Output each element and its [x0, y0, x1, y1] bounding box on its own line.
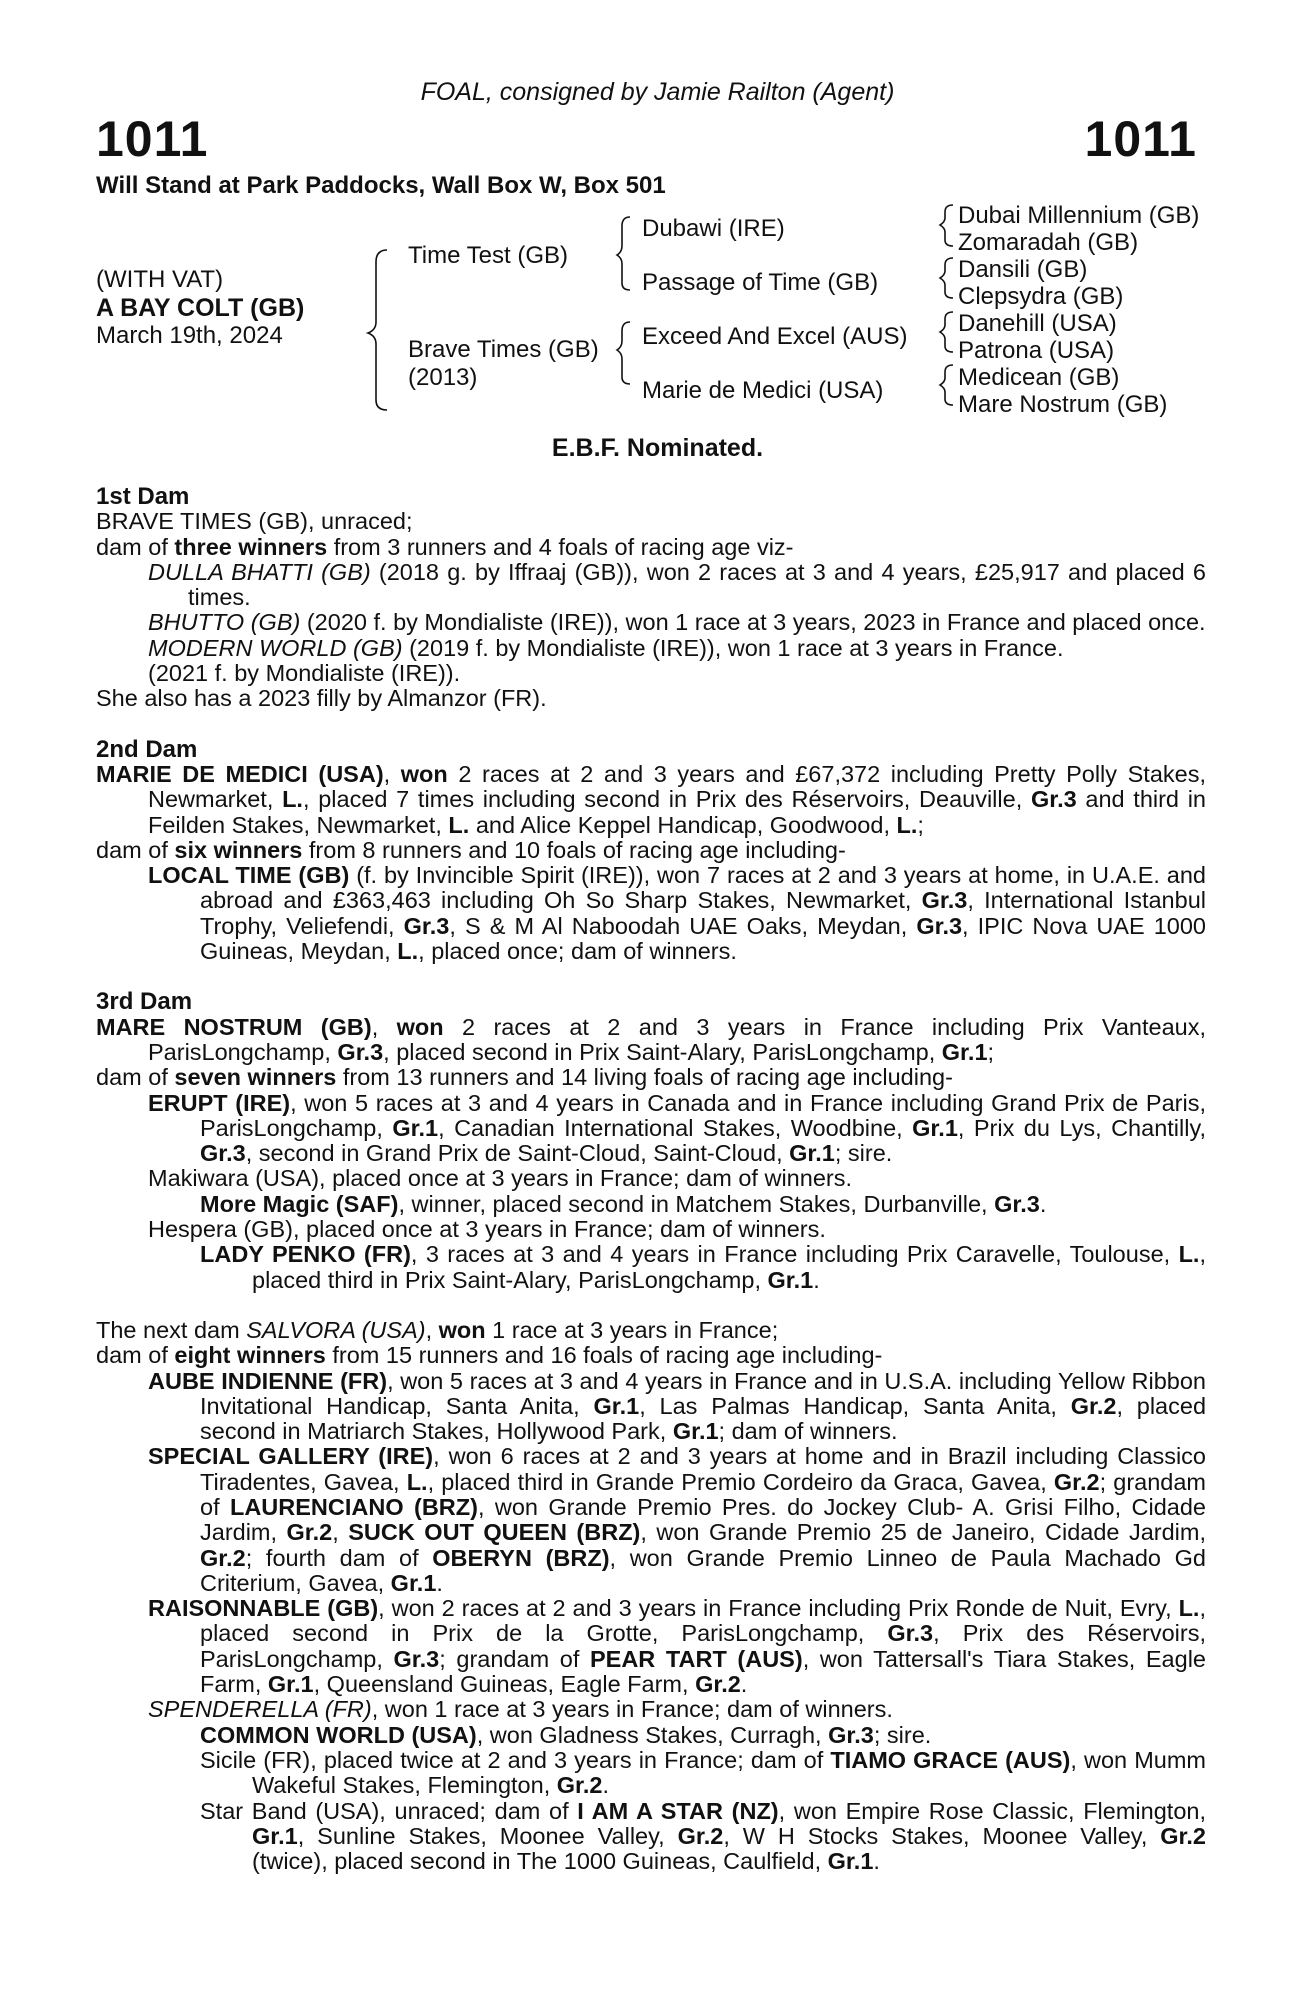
lot-number-left: 1011 — [96, 111, 209, 167]
ebf-nomination: E.B.F. Nominated. — [551, 434, 764, 462]
text: Sicile (FR), placed twice at 2 and 3 years in France; dam of — [200, 1746, 831, 1773]
bold-text: eight winners — [174, 1342, 326, 1369]
text: ; sire. — [873, 1721, 932, 1748]
text: , won 5 races at 3 and 4 years in France and in U.S.A. including Yellow Ribbon Invitational Handicap, Santa Anita, — [200, 1367, 1206, 1419]
bold-text: Gr.2 — [1070, 1392, 1117, 1419]
text: , Prix du Lys, Chantilly, — [957, 1114, 1206, 1141]
bold-text: PEAR TART (AUS) — [589, 1645, 803, 1672]
text: BRAVE TIMES (GB), unraced; — [96, 508, 413, 535]
text: , won 5 races at 3 and 4 years in Canada and in France including Grand Prix de Paris, ParisLongchamp, — [200, 1089, 1206, 1141]
bold-text: LOCAL TIME (GB) — [148, 862, 350, 889]
text: Hespera (GB), placed once at 3 years in France; dam of winners. — [148, 1216, 826, 1243]
record-entry — [96, 762, 1206, 838]
text: 1 race at 3 years in France; — [485, 1316, 779, 1343]
record-entry — [96, 509, 1206, 534]
text: , winner, placed second in Matchem Stakes, Durbanville, — [398, 1190, 995, 1217]
bold-text: Gr.3 — [393, 1645, 440, 1672]
record-entry — [96, 661, 1206, 686]
record-entry — [96, 1242, 1206, 1293]
record-entry — [96, 1697, 1206, 1722]
text: , won Tattersall's Tiara Stakes, Eagle Farm, — [200, 1645, 1206, 1698]
text: dam of — [96, 533, 175, 560]
bold-text: six winners — [174, 836, 303, 863]
bold-text: MARIE DE MEDICI (USA) — [96, 760, 384, 787]
section-heading: 1st Dam — [96, 483, 190, 510]
italic-text: SPENDERELLA (FR) — [148, 1696, 372, 1723]
text: ; — [987, 1038, 995, 1065]
text: 2 races at 2 and 3 years in France including Prix Vanteaux, ParisLongchamp, — [148, 1013, 1207, 1065]
bold-text: OBERYN (BRZ) — [432, 1544, 610, 1571]
text: , Queensland Guineas, Eagle Farm, — [313, 1671, 696, 1698]
bold-text: L. — [397, 938, 419, 965]
bold-text: Gr.2 — [1160, 1822, 1206, 1849]
record-entry — [96, 1091, 1206, 1167]
sire-sire-dam: Zomaradah (GB) — [958, 229, 1139, 256]
bold-text: ERUPT (IRE) — [148, 1089, 291, 1116]
bold-text: L. — [406, 1468, 428, 1495]
bold-text: won — [438, 1316, 486, 1343]
dam-dam-sire: Medicean (GB) — [958, 364, 1120, 391]
record-entry — [96, 610, 1206, 635]
text: , placed second in Prix Saint-Alary, ParisLongchamp, — [383, 1038, 942, 1065]
bold-text: Gr.2 — [286, 1519, 333, 1546]
bold-text: COMMON WORLD (USA) — [200, 1721, 477, 1748]
text: , W H Stocks Stakes, Moonee Valley, — [723, 1822, 1161, 1849]
text: , Prix des Réservoirs, ParisLongchamp, — [200, 1620, 1206, 1672]
text: The next dam — [96, 1316, 247, 1343]
section-gap — [96, 964, 1206, 989]
text: , — [371, 1013, 397, 1040]
text: . — [813, 1266, 820, 1293]
text: (f. by Invincible Spirit (IRE)), won 7 races at 2 and 3 years at home, in U.A.E. and abroad and £363,463 including Oh So Sharp Stakes, Newmarket, — [200, 862, 1206, 914]
text: (2018 g. by Iffraaj (GB)), won 2 races at 3 and 4 years, £25,917 and placed 6 times. — [188, 558, 1206, 611]
text: , won Grande Premio 25 de Janeiro, Cidade Jardim, — [640, 1519, 1206, 1546]
text: Makiwara (USA), placed once at 3 years in France; dam of winners. — [148, 1165, 852, 1192]
record-entry — [96, 560, 1206, 611]
text: Star Band (USA), unraced; dam of — [200, 1797, 578, 1824]
bold-text: RAISONNABLE (GB) — [148, 1595, 379, 1622]
text: ; grandam of — [439, 1645, 590, 1672]
bold-text: Gr.1 — [767, 1266, 814, 1293]
bold-text: LAURENCIANO (BRZ) — [229, 1493, 478, 1520]
section-gap — [96, 712, 1206, 737]
text: ; — [917, 811, 924, 838]
bold-text: three winners — [174, 533, 328, 560]
record-entry — [96, 686, 1206, 711]
text: , placed third in Grande Premio Cordeiro da Graca, Gavea, — [427, 1468, 1054, 1495]
sire-dam: Passage of Time (GB) — [642, 269, 879, 296]
record-entry — [96, 1318, 1206, 1343]
foaling-date: March 19th, 2024 — [96, 322, 283, 349]
text: , won Empire Rose Classic, Flemington, — [778, 1797, 1206, 1824]
bold-text: Gr.1 — [267, 1671, 314, 1698]
text: , won Mumm Wakeful Stakes, Flemington, — [252, 1746, 1206, 1799]
consignment-line: FOAL, consigned by Jamie Railton (Agent) — [420, 78, 895, 106]
bold-text: More Magic (SAF) — [200, 1190, 399, 1217]
dam-dam: Marie de Medici (USA) — [642, 377, 884, 404]
bold-text: TIAMO GRACE (AUS) — [830, 1746, 1071, 1773]
text: from 8 runners and 10 foals of racing age including- — [302, 836, 846, 863]
bold-text: Gr.1 — [392, 1114, 439, 1141]
bold-text: L. — [896, 811, 918, 838]
text: (2021 f. by Mondialiste (IRE)). — [148, 660, 461, 687]
italic-text: MODERN WORLD (GB) — [148, 634, 403, 661]
text: , — [425, 1316, 439, 1343]
dam-year: (2013) — [408, 364, 478, 391]
text: . — [873, 1848, 880, 1875]
section-heading: 2nd Dam — [96, 735, 198, 763]
bold-text: MARE NOSTRUM (GB) — [96, 1013, 372, 1040]
text: ; sire. — [834, 1140, 893, 1167]
bold-text: Gr.3 — [921, 887, 968, 914]
bold-text: Gr.2 — [677, 1822, 724, 1849]
dam-sire-dam: Patrona (USA) — [958, 337, 1115, 364]
text: , won Gladness Stakes, Curragh, — [476, 1721, 829, 1748]
record-entry — [96, 1748, 1206, 1799]
italic-text: BHUTTO (GB) — [148, 609, 301, 636]
bold-text: seven winners — [174, 1064, 337, 1091]
bold-text: Gr.2 — [556, 1772, 603, 1799]
text: She also has a 2023 filly by Almanzor (FR). — [96, 685, 547, 712]
produce-record — [96, 484, 1206, 1874]
record-entry — [96, 1192, 1206, 1217]
text: , S & M Al Naboodah UAE Oaks, Meydan, — [449, 912, 917, 939]
sire-dam-sire: Dansili (GB) — [958, 256, 1088, 283]
record-entry — [96, 535, 1206, 560]
dam: Brave Times (GB) — [408, 336, 599, 363]
text: , won 1 race at 3 years in France; dam of winners. — [371, 1696, 893, 1723]
bold-text: Gr.3 — [337, 1038, 384, 1065]
dam-dam-dam: Mare Nostrum (GB) — [958, 391, 1168, 418]
lot-number-right: 1011 — [1084, 111, 1197, 167]
bold-text: L. — [448, 811, 470, 838]
bold-text: Gr.1 — [593, 1392, 640, 1419]
record-entry — [96, 1065, 1206, 1090]
bold-text: SUCK OUT QUEEN (BRZ) — [348, 1519, 641, 1546]
text: dam of — [96, 836, 175, 863]
bold-text: L. — [282, 786, 303, 813]
text: . — [740, 1671, 748, 1698]
bold-text: won — [396, 1013, 444, 1040]
record-entry — [96, 1723, 1206, 1748]
bold-text: Gr.1 — [390, 1569, 437, 1596]
bold-text: LADY PENKO (FR) — [200, 1241, 411, 1268]
record-entry — [96, 1015, 1206, 1066]
text: (twice), placed second in The 1000 Guineas, Caulfield, — [252, 1848, 828, 1875]
bold-text: SPECIAL GALLERY (IRE) — [148, 1443, 434, 1470]
text: , placed once; dam of winners. — [418, 938, 737, 965]
record-entry — [96, 1596, 1206, 1697]
stand-location: Will Stand at Park Paddocks, Wall Box W, Box 501 — [96, 172, 666, 199]
sire: Time Test (GB) — [408, 242, 569, 269]
bold-text: AUBE INDIENNE (FR) — [148, 1367, 388, 1394]
record-entry — [96, 1343, 1206, 1368]
record-entry — [96, 636, 1206, 661]
italic-text: DULLA BHATTI (GB) — [148, 558, 371, 585]
record-entry — [96, 1369, 1206, 1445]
italic-text: SALVORA (USA) — [246, 1316, 426, 1343]
dam-sire-sire: Danehill (USA) — [958, 310, 1117, 337]
sire-sire: Dubawi (IRE) — [642, 215, 785, 242]
bold-text: Gr.1 — [252, 1822, 298, 1849]
bold-text: Gr.3 — [916, 912, 963, 939]
bold-text: Gr.2 — [1053, 1468, 1100, 1495]
text: from 13 runners and 14 living foals of racing age including- — [336, 1064, 953, 1091]
text: , 3 races at 3 and 4 years in France including Prix Caravelle, Toulouse, — [410, 1241, 1179, 1268]
text: , IPIC Nova UAE 1000 Guineas, Meydan, — [200, 912, 1206, 965]
text: . — [436, 1569, 443, 1596]
text: , Sunline Stakes, Moonee Valley, — [297, 1822, 678, 1849]
text: , placed third in Prix Saint-Alary, ParisLongchamp, — [252, 1241, 1206, 1293]
text: , International Istanbul Trophy, Veliefendi, — [200, 887, 1206, 939]
bold-text: Gr.1 — [672, 1418, 719, 1445]
text: 2 races at 2 and 3 years and £67,372 including Pretty Polly Stakes, Newmarket, — [148, 760, 1206, 813]
sire-dam-dam: Clepsydra (GB) — [958, 283, 1124, 310]
text: , won Grande Premio Linneo de Paula Machado Gd Criterium, Gavea, — [200, 1544, 1206, 1596]
text: and Alice Keppel Handicap, Goodwood, — [469, 811, 897, 838]
bold-text: Gr.3 — [1030, 786, 1077, 813]
text: , Canadian International Stakes, Woodbine, — [438, 1114, 913, 1141]
text: , second in Grand Prix de Saint-Cloud, Saint-Cloud, — [245, 1140, 790, 1167]
horse-name: A BAY COLT (GB) — [96, 294, 305, 322]
text: , placed second in Matriarch Stakes, Hollywood Park, — [200, 1392, 1207, 1445]
bold-text: Gr.1 — [912, 1114, 958, 1141]
text: and third in Feilden Stakes, Newmarket, — [148, 786, 1207, 838]
bold-text: I AM A STAR (NZ) — [577, 1797, 779, 1824]
bold-text: Gr.3 — [887, 1620, 934, 1647]
record-entry — [96, 1166, 1206, 1191]
text: , Las Palmas Handicap, Santa Anita, — [639, 1392, 1071, 1419]
record-entry — [96, 1799, 1206, 1875]
vat-note: (WITH VAT) — [96, 266, 224, 293]
text: ; dam of winners. — [718, 1418, 898, 1445]
text: , won Grande Premio Pres. do Jockey Club- A. Grisi Filho, Cidade Jardim, — [200, 1493, 1206, 1546]
bold-text: Gr.2 — [695, 1671, 741, 1698]
bold-text: Gr.3 — [200, 1140, 246, 1167]
text: from 3 runners and 4 foals of racing age viz- — [327, 533, 794, 560]
text: from 15 runners and 16 foals of racing age including- — [325, 1342, 883, 1369]
text: (2019 f. by Mondialiste (IRE)), won 1 race at 3 years in France. — [402, 634, 1064, 661]
bold-text: Gr.3 — [828, 1721, 874, 1748]
section-heading: 3rd Dam — [96, 988, 193, 1016]
bold-text: L. — [1178, 1241, 1200, 1268]
record-entry — [96, 838, 1206, 863]
dam-sire: Exceed And Excel (AUS) — [642, 323, 908, 350]
bold-text: Gr.2 — [200, 1544, 246, 1571]
bold-text: Gr.1 — [941, 1038, 988, 1065]
bold-text: Gr.3 — [403, 912, 450, 939]
text: , placed second in Prix de la Grotte, ParisLongchamp, — [200, 1595, 1206, 1647]
record-entry — [96, 863, 1206, 964]
text: . — [1039, 1190, 1047, 1217]
bold-text: Gr.1 — [789, 1140, 835, 1167]
text: , — [383, 760, 401, 787]
text: ; fourth dam of — [245, 1544, 433, 1571]
text: , won 6 races at 2 and 3 years at home and in Brazil including Classico Tiradentes, Gavea, — [200, 1443, 1207, 1495]
text: dam of — [96, 1064, 175, 1091]
text: dam of — [96, 1342, 175, 1369]
text: . — [602, 1772, 610, 1799]
section-gap — [96, 1293, 1206, 1318]
record-entry — [96, 1217, 1206, 1242]
record-entry — [96, 1444, 1206, 1596]
text: , won 2 races at 2 and 3 years in France including Prix Ronde de Nuit, Evry, — [378, 1595, 1179, 1622]
text: , placed 7 times including second in Prix des Réservoirs, Deauville, — [302, 786, 1031, 813]
text: (2020 f. by Mondialiste (IRE)), won 1 race at 3 years, 2023 in France and placed once. — [300, 609, 1206, 636]
text: , — [332, 1519, 349, 1546]
bold-text: Gr.3 — [994, 1190, 1040, 1217]
text: ; grandam of — [200, 1468, 1207, 1520]
bold-text: won — [400, 760, 448, 787]
sire-sire-sire: Dubai Millennium (GB) — [958, 202, 1200, 229]
bold-text: Gr.1 — [827, 1848, 874, 1875]
bold-text: L. — [1178, 1595, 1200, 1622]
